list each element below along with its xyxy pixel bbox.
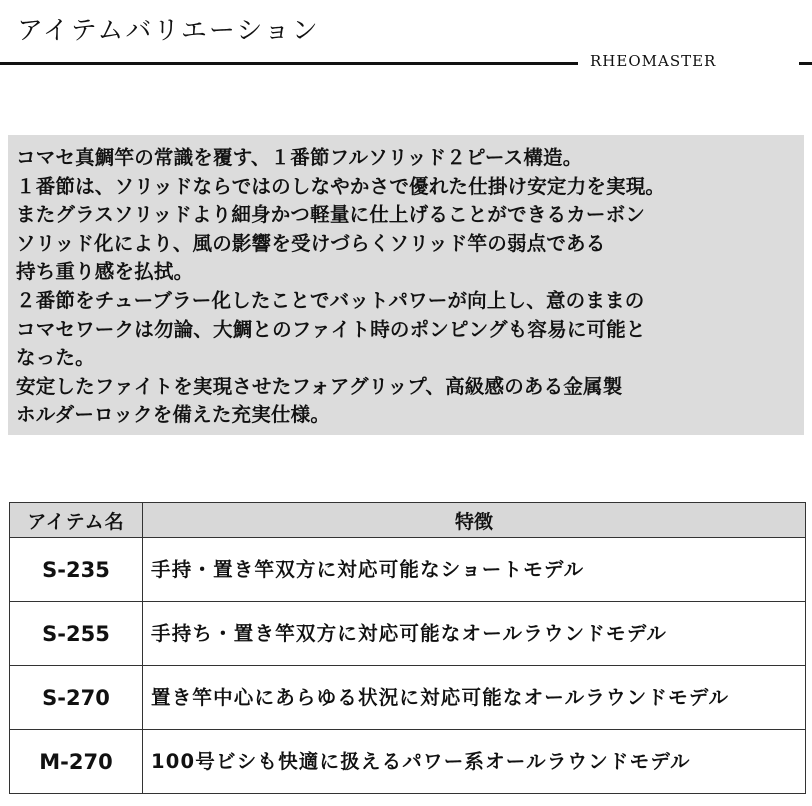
header-feature: 特徴 bbox=[143, 503, 806, 538]
item-name-cell: M-270 bbox=[10, 730, 143, 794]
item-name-cell: S-255 bbox=[10, 602, 143, 666]
page-title: アイテムバリエーション bbox=[17, 16, 320, 46]
table-header-row bbox=[10, 503, 806, 538]
item-name-cell: S-270 bbox=[10, 666, 143, 730]
item-variation-table bbox=[9, 502, 806, 794]
description-line: ソリッド化により、風の影響を受けづらくソリッド竿の弱点である bbox=[16, 231, 606, 255]
item-feature-cell: 100号ビシも快適に扱えるパワー系オールラウンドモデル bbox=[143, 730, 806, 794]
description-line: またグラスソリッドより細身かつ軽量に仕上げることができるカーボン bbox=[16, 203, 646, 227]
table-row bbox=[10, 602, 806, 666]
title-divider bbox=[0, 62, 578, 65]
title-divider-end bbox=[799, 62, 812, 65]
item-name-cell: S-235 bbox=[10, 538, 143, 602]
description-line: 持ち重り感を払拭。 bbox=[16, 260, 194, 284]
item-feature-cell: 手持・置き竿双方に対応可能なショートモデル bbox=[143, 538, 806, 602]
description-line: ２番節をチューブラー化したことでバットパワーが向上し、意のままの bbox=[16, 288, 645, 312]
description-line: １番節は、ソリッドならではのしなやかさで優れた仕掛け安定力を実現。 bbox=[16, 174, 666, 198]
description-line: 安定したファイトを実現させたフォアグリップ、高級感のある金属製 bbox=[16, 374, 623, 398]
table-row bbox=[10, 538, 806, 602]
item-feature-cell: 置き竿中心にあらゆる状況に対応可能なオールラウンドモデル bbox=[143, 666, 806, 730]
table-row bbox=[10, 730, 806, 794]
table-row bbox=[10, 666, 806, 730]
description-line: ホルダーロックを備えた充実仕様。 bbox=[16, 403, 331, 427]
description-line: なった。 bbox=[16, 346, 95, 370]
header-item-name: アイテム名 bbox=[10, 503, 143, 538]
description-box bbox=[8, 135, 804, 435]
description-line: コマセ真鯛竿の常識を覆す、１番節フルソリッド２ピース構造。 bbox=[16, 146, 583, 169]
item-feature-cell: 手持ち・置き竿双方に対応可能なオールラウンドモデル bbox=[143, 602, 806, 666]
brand-logo-text: RHEOMASTER bbox=[590, 52, 717, 70]
description-line: コマセワークは勿論、大鯛とのファイト時のポンピングも容易に可能と bbox=[16, 317, 646, 341]
